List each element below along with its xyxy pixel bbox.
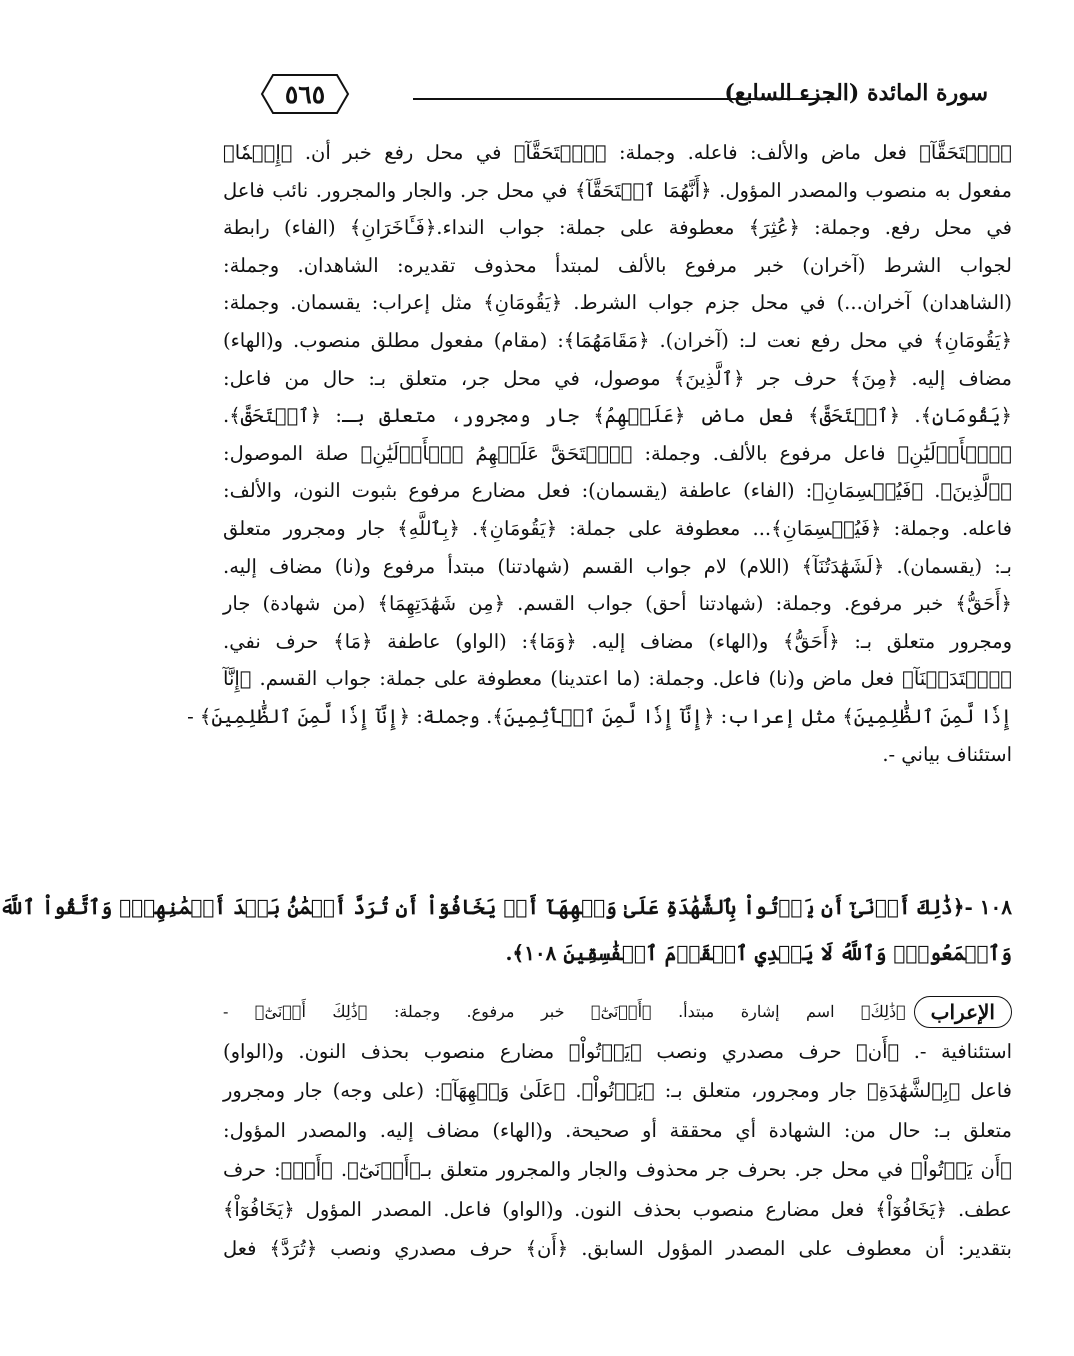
text-line: ﴿ذَٰلِكَ﴾ اسم إشارة مبتدأ. ﴿أَدۡنَىٰٓ﴾ خبر مرفوع. وجملة: ﴿ذَٰلِكَ أَدۡنَىٰٓ﴾ - (223, 1002, 906, 1021)
text-line: ﴿ٱلۡأَوۡلَيَٰنِ﴾ فاعل مرفوع بالألف. وجملة: ﴿ٱسۡتَحَقَّ عَلَيۡهِمُ ٱلۡأَوۡلَيَٰنِ﴾ صلة الموصول: (223, 441, 1012, 465)
text-line: إِذٗا لَّمِنَ ٱلظَّٰلِمِينَ﴾ مثل إعراب: ﴿إِنَّآ إِذٗا لَّمِنَ ٱلۡأٓثِمِينَ﴾. وجملة: ﴿إِنَّآ إِذٗا لَّمِنَ ٱلظَّٰلِمِينَ﴾ - (187, 704, 1012, 728)
verse-number: ١٠٨ - (964, 895, 1012, 919)
text-line: فاعله. وجملة: ﴿فَيُقۡسِمَانِ﴾... معطوفة على جملة: ﴿يَقُومَانِ﴾. ﴿بِٱللَّهِ﴾ جار ومجرور متعلق (223, 516, 1012, 540)
text-line: ﴿ٱسۡتَحَقَّآ﴾ فعل ماض والألف: فاعله. وجملة: ﴿ٱسۡتَحَقَّآ﴾ في محل رفع خبر أن. ﴿إِثۡمٗا﴾ (223, 141, 1012, 164)
text-line: ﴿ٱعۡتَدَيۡنَآ﴾ فعل ماض و(نا) فاعل. وجملة: (ما اعتدينا) معطوفة على جملة: جواب القسم. ﴿إِنَّآ (223, 667, 1012, 691)
text-line: لجواب الشرط (آخران) خبر مرفوع بالألف لمبتدأ محذوف تقديره: الشاهدان. وجملة: (223, 253, 1012, 277)
verse-line: وَٱسۡمَعُواْۗ وَٱللَّهُ لَا يَهۡدِي ٱلۡقَوۡمَ ٱلۡفَٰسِقِينَ ١٠٨﴾. (505, 941, 1012, 965)
text-line: ﴿أَحَقُّ﴾ خبر مرفوع. وجملة: (شهادتنا أحق) جواب القسم. ﴿مِن شَهَٰدَتِهِمَا﴾ (من شهادة) جار (223, 592, 1012, 616)
verse-text: ﴿ذَٰلِكَ أَدۡنَىٰٓ أَن يَأۡتُواْ بِٱلشَّهَٰدَةِ عَلَىٰ وَجۡهِهَآ أَوۡ يَخَافُوٓاْ أَن تُرَدَّ أَيۡمَٰنُۢ بَعۡدَ أَيۡمَٰنِهِمۡۗ وَٱتَّقُواْ ٱللَّهَ (0, 895, 965, 919)
text-line: مفعول به منصوب والمصدر المؤول. ﴿أَنَّهُمَا ٱسۡتَحَقَّآ﴾ في محل جر. والجار والمجرور. نائب فاعل (223, 178, 1012, 202)
page-number-badge (259, 72, 351, 116)
text-line: في محل رفع. وجملة: ﴿عُثِرَ﴾ معطوفة على جملة: جواب النداء.﴿فَـَٔاخَرَانِ﴾ (الفاء) رابطة (223, 216, 1012, 240)
text-line: استئناف بياني -. (882, 742, 1012, 766)
text-line: ﴿يَقُومَانِ﴾. ﴿ٱسۡتَحَقَّ﴾ فعل ماض ﴿عَلَيۡهِمُ﴾ جار ومجرور، متعلق بـ: ﴿ٱسۡتَحَقَّ﴾. (223, 404, 1012, 428)
page-number: ٥٦٥ (284, 79, 326, 109)
text-line: ومجرور متعلق بـ: ﴿أَحَقُّ﴾ و(الهاء) مضاف إليه. ﴿وَمَا﴾: (الواو) عاطفة ﴿مَا﴾ حرف نفي. (223, 629, 1012, 653)
text-line: استئنافية -. ﴿أَن﴾ حرف مصدري ونصب ﴿يَأۡتُواْ﴾ مضارع منصوب بحذف النون. و(الواو) (223, 1039, 1012, 1063)
text-line: ﴿أَن يَأۡتُواْ﴾ في محل جر. بحرف جر محذوف والجار والمجرور متعلق بـ﴿أَدۡنَىٰٓ﴾. ﴿أَوۡ﴾: حرف (223, 1158, 1012, 1181)
page-header (253, 70, 988, 118)
text-line: ﴿ٱلَّذِينَ﴾. ﴿فَيُقۡسِمَانِ﴾: (الفاء) عاطفة (يقسمان): فعل مضارع مرفوع بثبوت النون، والألف: (223, 479, 1012, 503)
text-line: ﴿يَقُومَانِ﴾ في محل رفع نعت لـ: (آخران). ﴿مَقَامَهُمَا﴾: (مقام) مفعول مطلق منصوب. و(الهاء) (223, 328, 1012, 352)
quran-verse (0, 884, 1012, 976)
text-line: بـ: (يقسمان). ﴿لَشَهَٰدَتُنَآ﴾ (اللام) لام جواب القسم (شهادتنا) مبتدأ مرفوع و(نا) مضاف إليه. (223, 554, 1012, 578)
irab-label: الإعراب (914, 996, 1012, 1028)
text-line: عطف. ﴿يَخَافُوٓاْ﴾ فعل مضارع منصوب بحذف النون. و(الواو) فاعل. المصدر المؤول ﴿يَخَافُوٓاْ﴾ (223, 1197, 1012, 1221)
irab-section (223, 992, 1012, 1269)
verse-line (0, 884, 1012, 930)
text-line: فاعل ﴿بِٱلشَّهَٰدَةِ﴾ جار ومجرور، متعلق بـ: ﴿يَأۡتُواْ﴾. ﴿عَلَىٰ وَجۡهِهَآ﴾: (على وجه) جار ومجرور (223, 1079, 1012, 1102)
text-line: بتقدير: أن معطوف على المصدر المؤول السابق. ﴿أَن﴾ حرف مصدري ونصب ﴿تُرَدَّ﴾ فعل (223, 1237, 1012, 1260)
irab-first-line (223, 992, 1012, 1032)
text-line: متعلق بـ: حال من: الشهادة أي محققة أو صحيحة. و(الهاء) مضاف إليه. والمصدر المؤول: (223, 1118, 1012, 1142)
commentary-text (187, 134, 1012, 773)
page-title: سورة المائدة (الجزء السابع) (724, 80, 988, 106)
text-line: مضاف إليه. ﴿مِنَ﴾ حرف جر ﴿ٱلَّذِينَ﴾ موصول، في محل جر، متعلق بـ: حال من فاعل: (223, 366, 1012, 390)
text-line: (الشاهدان) آخران...) في محل جزم جواب الشرط. ﴿يَقُومَانِ﴾ مثل إعراب: يقسمان. وجملة: (223, 291, 1012, 315)
